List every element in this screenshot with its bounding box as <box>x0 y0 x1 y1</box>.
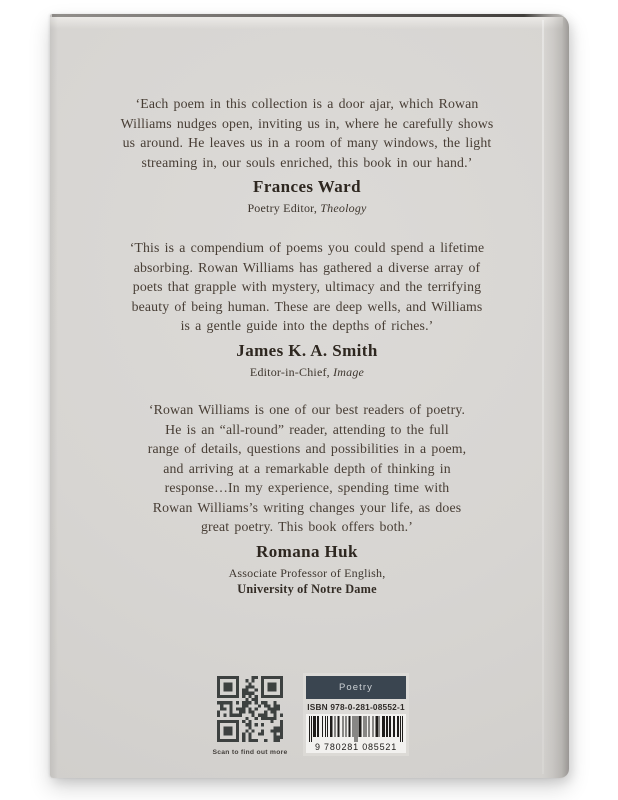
book-spine-fold <box>543 14 569 778</box>
endorsement-james-smith <box>70 238 544 380</box>
qr-code-block <box>200 676 300 756</box>
quote-line: streaming in, our souls enriched, this book in our hand.’ <box>141 154 473 170</box>
credit-role: Editor-in-Chief, <box>249 364 334 379</box>
book-top-highlight <box>50 17 563 29</box>
endorsement-romana-huk <box>70 400 544 597</box>
quote-line: He is an “all-round” reader, attending to the full <box>165 421 449 437</box>
quote-line: us around. He leaves us in a room of many windows, the light <box>122 135 492 150</box>
endorser-credit <box>70 201 544 216</box>
endorser-credit <box>70 365 544 380</box>
quote-text <box>70 400 544 537</box>
barcode-digits: 9 780281 085521 <box>314 742 398 752</box>
category-label: Poetry <box>338 682 374 693</box>
qr-code-icon <box>217 676 283 742</box>
barcode-icon <box>309 716 403 742</box>
isbn-label: ISBN 978-0-281-08552-1 <box>307 702 405 712</box>
credit-publication: Theology <box>320 201 367 215</box>
quote-line: great poetry. This book offers both.’ <box>200 519 414 534</box>
quote-line: absorbing. Rowan Williams has gathered a diverse array of <box>133 259 481 275</box>
quote-line: ‘This is a compendium of poems you could spend a lifetime <box>129 240 485 255</box>
credit-publication: Image <box>333 364 365 379</box>
endorsement-frances-ward <box>70 94 544 216</box>
quote-line: beauty of being human. These are deep wells, and Williams <box>131 298 483 314</box>
barcode-box <box>306 714 406 753</box>
qr-caption: Scan to find out more <box>212 749 288 756</box>
quote-line: ‘Each poem in this collection is a door ajar, which Rowan <box>135 96 479 111</box>
endorser-name: Frances Ward <box>253 177 361 196</box>
book-back-cover <box>50 14 569 778</box>
quote-line: Rowan Williams’s writing changes your life, as does <box>152 499 462 515</box>
quote-line: poets that grapple with mystery, ultimacy and the terrifying <box>132 279 482 294</box>
quote-line: Williams nudges open, inviting us in, where he carefully shows <box>120 115 494 131</box>
quote-line: range of details, questions and possibilities in a poem, <box>147 441 467 456</box>
endorser-credit: Associate Professor of English, <box>228 565 386 580</box>
barcode-panel <box>303 673 409 756</box>
quote-line: response…In my experience, spending time with <box>164 480 450 495</box>
endorser-name: Romana Huk <box>256 541 358 561</box>
credit-role: Poetry Editor, <box>247 201 321 215</box>
quote-line: is a gentle guide into the depths of riches.’ <box>180 318 434 333</box>
endorser-institution: University of Notre Dame <box>237 581 377 596</box>
book-left-shade <box>50 14 58 778</box>
quote-text <box>70 94 544 172</box>
endorser-name: James K. A. Smith <box>236 340 378 360</box>
category-label-box <box>306 676 406 699</box>
quote-line: ‘Rowan Williams is one of our best readers of poetry. <box>148 402 466 417</box>
quote-text <box>70 238 544 336</box>
quote-line: and arriving at a remarkable depth of thinking in <box>163 460 451 476</box>
